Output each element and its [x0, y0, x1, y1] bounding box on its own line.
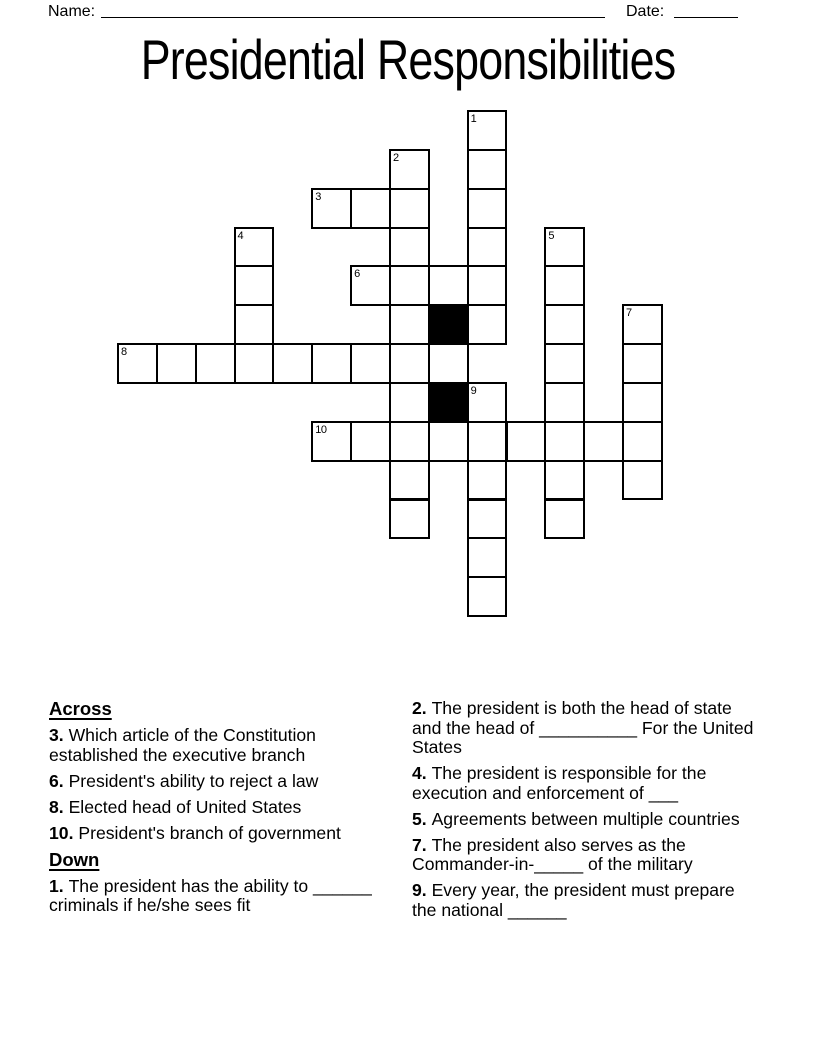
- grid-cell[interactable]: [428, 421, 469, 462]
- name-blank-line: [101, 2, 605, 18]
- grid-cell[interactable]: [467, 499, 508, 540]
- grid-cell[interactable]: [622, 460, 663, 501]
- grid-cell[interactable]: [428, 343, 469, 384]
- grid-cell[interactable]: [467, 382, 508, 423]
- cell-number: 3: [315, 190, 321, 203]
- grid-cell[interactable]: [234, 265, 275, 306]
- grid-cell[interactable]: [467, 421, 508, 462]
- clue-text: The president is responsible for the execution and enforcement of ___: [412, 763, 707, 803]
- grid-cell[interactable]: [583, 421, 624, 462]
- down-clues-list-right: [412, 699, 762, 920]
- grid-cell[interactable]: [544, 460, 585, 501]
- grid-cell[interactable]: [428, 265, 469, 306]
- clue-number: 2.: [412, 698, 432, 718]
- grid-cell[interactable]: [272, 343, 313, 384]
- down-heading: Down: [49, 848, 100, 870]
- grid-cell[interactable]: [622, 382, 663, 423]
- grid-cell[interactable]: [389, 227, 430, 268]
- grid-cell[interactable]: [234, 343, 275, 384]
- across-heading: Across: [49, 698, 112, 719]
- grid-cell[interactable]: [467, 537, 508, 578]
- grid-cell[interactable]: [622, 421, 663, 462]
- date-blank-line: [674, 2, 738, 18]
- grid-cell[interactable]: [467, 110, 508, 151]
- grid-cell[interactable]: [544, 304, 585, 345]
- grid-cell[interactable]: [350, 188, 391, 229]
- cell-number: 8: [121, 346, 127, 359]
- clue-number: 10.: [49, 822, 79, 843]
- grid-cell[interactable]: [389, 343, 430, 384]
- clues-section: [49, 699, 765, 927]
- grid-cell[interactable]: [234, 304, 275, 345]
- grid-cell[interactable]: [467, 460, 508, 501]
- clue-text: Every year, the president must prepare the national ______: [412, 880, 735, 920]
- black-cell: [428, 382, 469, 423]
- grid-cell[interactable]: [467, 227, 508, 268]
- grid-cell[interactable]: [544, 343, 585, 384]
- clue-9: [412, 881, 762, 920]
- clue-text: The president is both the head of state and the head of __________ For the United States: [412, 698, 754, 757]
- grid-cell[interactable]: [311, 188, 352, 229]
- grid-cell[interactable]: [622, 304, 663, 345]
- clue-text: Which article of the Constitution established the executive branch: [49, 725, 316, 765]
- grid-cell[interactable]: [311, 421, 352, 462]
- down-clues-list-left: [49, 877, 399, 916]
- grid-cell[interactable]: [467, 265, 508, 306]
- grid-cell[interactable]: [467, 576, 508, 617]
- clue-text: The president has the ability to ______ criminals if he/she sees fit: [49, 875, 372, 915]
- cell-number: 5: [548, 229, 554, 242]
- clue-text: Elected head of United States: [68, 796, 302, 817]
- clue-number: 6.: [49, 770, 69, 791]
- clue-7: [412, 836, 762, 875]
- across-clues-list: [49, 726, 399, 843]
- grid-cell[interactable]: [389, 149, 430, 190]
- cell-number: 4: [237, 229, 244, 242]
- black-cell: [428, 304, 469, 345]
- grid-cell[interactable]: [467, 149, 508, 190]
- clue-10: [49, 824, 399, 844]
- grid-cell[interactable]: [311, 343, 352, 384]
- clue-text: President's branch of government: [78, 822, 341, 843]
- clue-4: [412, 764, 762, 803]
- cell-number: 1: [470, 113, 477, 125]
- grid-cell[interactable]: [156, 343, 197, 384]
- grid-cell[interactable]: [467, 304, 508, 345]
- cell-number: 7: [626, 307, 632, 320]
- clue-number: 8.: [49, 796, 69, 817]
- grid-cell[interactable]: [389, 265, 430, 306]
- grid-cell[interactable]: [195, 343, 236, 384]
- clue-number: 1.: [49, 875, 69, 896]
- name-label: Name:: [48, 3, 96, 20]
- clue-number: 4.: [412, 763, 432, 783]
- grid-cell[interactable]: [117, 343, 158, 384]
- grid-cell[interactable]: [467, 188, 508, 229]
- clue-number: 3.: [49, 725, 69, 745]
- clue-text: Agreements between multiple countries: [431, 808, 740, 829]
- clues-column-right: [412, 699, 762, 927]
- clue-2: [412, 699, 762, 758]
- grid-cell[interactable]: [389, 304, 430, 345]
- clue-text: President's ability to reject a law: [68, 770, 319, 791]
- grid-cell[interactable]: [622, 343, 663, 384]
- cell-number: 6: [354, 268, 360, 281]
- date-label: Date:: [626, 3, 665, 20]
- grid-cell[interactable]: [389, 499, 430, 540]
- grid-cell[interactable]: [544, 382, 585, 423]
- clue-3: [49, 726, 399, 765]
- clues-column-left: [49, 699, 399, 927]
- puzzle-title: Presidential Responsibilities: [140, 28, 676, 91]
- clue-text: The president also serves as the Commander-in-_____ of the military: [412, 834, 693, 874]
- grid-cell[interactable]: [389, 460, 430, 501]
- cell-number: 2: [392, 151, 399, 164]
- grid-cell[interactable]: [350, 421, 391, 462]
- grid-cell[interactable]: [350, 343, 391, 384]
- clue-5: [412, 810, 762, 830]
- grid-cell[interactable]: [234, 227, 275, 268]
- grid-cell[interactable]: [389, 188, 430, 229]
- grid-cell[interactable]: [389, 421, 430, 462]
- grid-cell[interactable]: [544, 499, 585, 540]
- clue-6: [49, 772, 399, 792]
- grid-cell[interactable]: [350, 265, 391, 306]
- clue-number: 9.: [412, 880, 432, 900]
- grid-cell[interactable]: [544, 265, 585, 306]
- grid-cell[interactable]: [389, 382, 430, 423]
- clue-number: 7.: [412, 834, 432, 855]
- grid-cell[interactable]: [544, 421, 585, 462]
- grid-cell[interactable]: [544, 227, 585, 268]
- clue-8: [49, 798, 399, 818]
- clue-number: 5.: [412, 808, 432, 829]
- clue-1: [49, 877, 399, 916]
- cell-number: 10: [315, 423, 327, 436]
- grid-cell[interactable]: [506, 421, 547, 462]
- cell-number: 9: [470, 384, 477, 397]
- crossword-grid: [117, 110, 663, 618]
